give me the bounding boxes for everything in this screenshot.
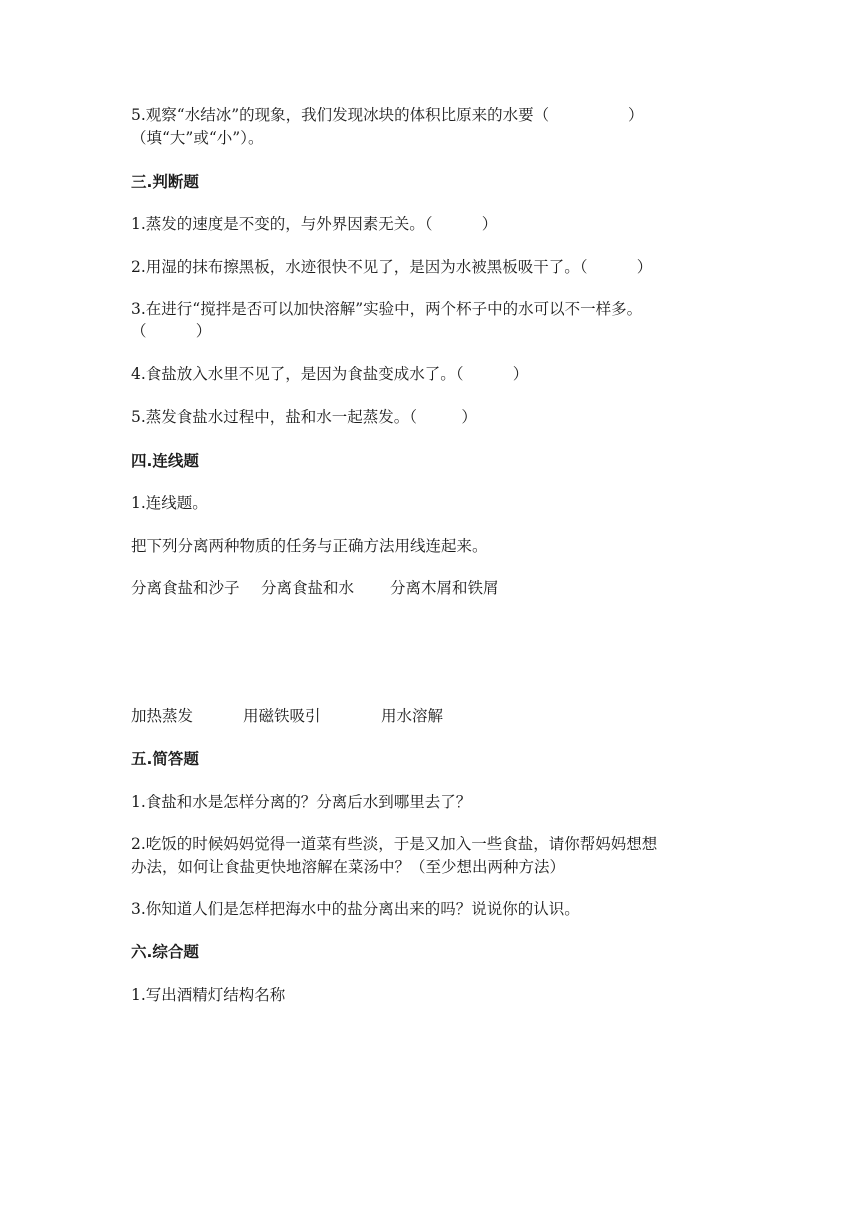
matching-method-3: 用水溶解 [381,707,444,725]
section-heading-short-answer: 五.简答题 [131,750,199,768]
judgement-question-3-line1: 3.在进行“搅拌是否可以加快溶解”实验中，两个杯子中的水可以不一样多。 [131,300,643,318]
judgement-question-2: 2.用湿的抹布擦黑板，水迹很快不见了，是因为水被黑板吸干了。（ ） [131,258,653,276]
matching-method-2: 用磁铁吸引 [243,707,321,725]
section-heading-judgement: 三.判断题 [131,173,199,191]
matching-instruction: 把下列分离两种物质的任务与正确方法用线连起来。 [131,537,488,555]
fill-question-5-line2: （填“大”或“小”）。 [131,129,264,147]
judgement-question-4: 4.食盐放入水里不见了，是因为食盐变成水了。（ ） [131,365,529,383]
judgement-question-3-line2: （ ） [131,322,212,340]
matching-task-3: 分离木屑和铁屑 [390,579,499,597]
comprehensive-question-1: 1.写出酒精灯结构名称 [131,986,286,1004]
short-answer-question-3: 3.你知道人们是怎样把海水中的盐分离出来的吗？说说你的认识。 [131,900,580,918]
judgement-question-1: 1.蒸发的速度是不变的，与外界因素无关。（ ） [131,215,498,233]
matching-question-1: 1.连线题。 [131,494,208,512]
judgement-question-5: 5.蒸发食盐水过程中，盐和水一起蒸发。（ ） [131,408,477,426]
matching-method-1: 加热蒸发 [131,707,194,725]
matching-task-2: 分离食盐和水 [261,579,355,597]
fill-question-5-line1: 5.观察“水结冰”的现象，我们发现冰块的体积比原来的水要（ ） [131,106,644,124]
matching-task-1: 分离食盐和沙子 [131,579,240,597]
section-heading-matching: 四.连线题 [131,452,199,470]
short-answer-question-1: 1.食盐和水是怎样分离的？分离后水到哪里去了？ [131,793,472,811]
short-answer-question-2-line1: 2.吃饭的时候妈妈觉得一道菜有些淡，于是又加入一些食盐，请你帮妈妈想想 [131,835,658,853]
section-heading-comprehensive: 六.综合题 [131,943,199,961]
short-answer-question-2-line2: 办法，如何让食盐更快地溶解在菜汤中？（至少想出两种方法） [131,858,566,876]
